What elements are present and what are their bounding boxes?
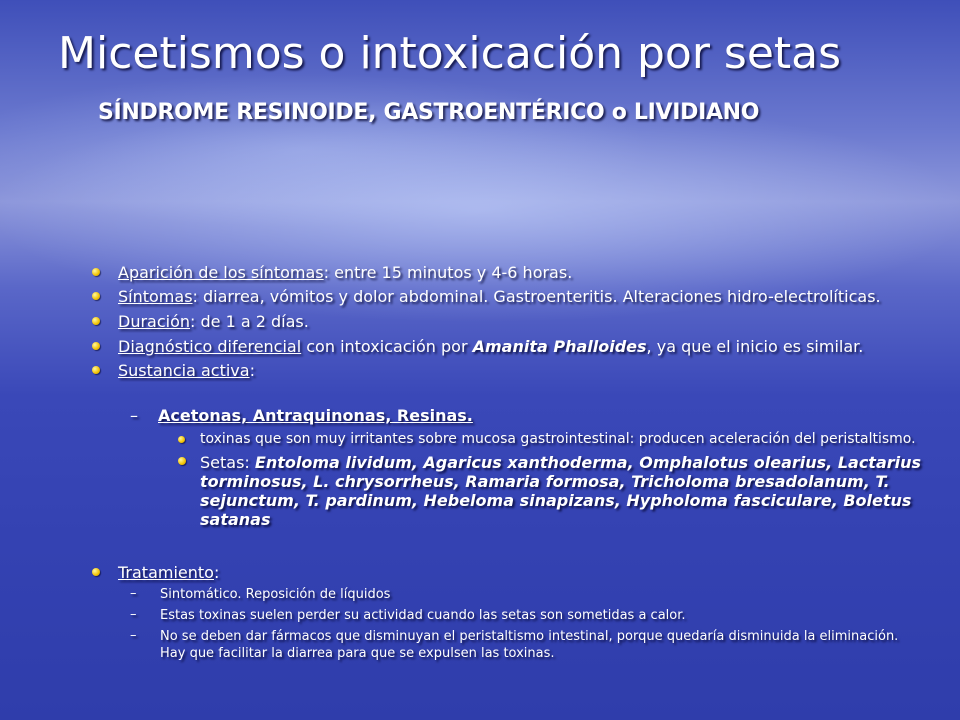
active-substance-label: Sustancia activa (118, 361, 250, 380)
onset-label: Aparición de los síntomas (118, 263, 324, 282)
bullet-dot-icon (92, 342, 100, 350)
substance-label: Acetonas, Antraquinonas, Resinas. (158, 406, 473, 425)
bullet-dot-icon (92, 292, 100, 300)
differential-species: Amanita Phalloides (472, 337, 647, 356)
treatment-item-1: Sintomático. Reposición de líquidos (160, 587, 391, 602)
setas-item (200, 453, 940, 529)
differential-text-b: , ya que el inicio es similar. (646, 337, 864, 356)
duration-label: Duración (118, 312, 191, 331)
bullet-dot-icon (92, 568, 100, 576)
onset-text: : entre 15 minutos y 4-6 horas. (323, 263, 573, 282)
treatment-item-3: No se deben dar fármacos que disminuyan el peristaltismo intestinal, porque quedaría disminuida la eliminación. Hay que facilitar la diarrea para que se expulsen las toxinas. (160, 629, 899, 661)
setas-species: Entoloma lividum, Agaricus xanthoderma, Omphalotus olearius, Lactarius torminosus, L. chrysorrheus, Ramaria formosa, Tricholoma bresadolanum, T. sejunctum, T. pardinum, Hebeloma sinapizans, Hypholoma fasciculare, Boletus satanas (200, 453, 922, 529)
symptoms-label: Síntomas (118, 287, 193, 306)
treatment-dash-2: – (130, 607, 137, 622)
treatment-dash-3: – (130, 628, 137, 643)
bullet-dot-icon (92, 317, 100, 325)
toxins-text: toxinas que son muy irritantes sobre mucosa gastrointestinal: producen aceleración del peristaltismo. (200, 431, 916, 447)
bullet-dot-icon (178, 457, 186, 465)
setas-bullet (178, 457, 186, 465)
treatment-item-2: Estas toxinas suelen perder su actividad cuando las setas son sometidas a calor. (160, 608, 686, 623)
duration-text: : de 1 a 2 días. (190, 312, 309, 331)
substance-item (130, 406, 473, 425)
symptoms-text: : diarrea, vómitos y dolor abdominal. Gastroenteritis. Alteraciones hidro-electrolíticas. (192, 287, 881, 306)
slide-title: Micetismos o intoxicación por setas (58, 28, 842, 79)
differential-text-a: con intoxicación por (301, 337, 473, 356)
treatment-label: Tratamiento (118, 563, 214, 582)
differential-label: Diagnóstico diferencial (118, 337, 302, 356)
substance-dash: – (130, 406, 138, 425)
setas-prefix: Setas: (200, 453, 255, 472)
treatment-dash-1: – (130, 586, 137, 601)
slide-subtitle: SÍNDROME RESINOIDE, GASTROENTÉRICO o LIVIDIANO (98, 100, 760, 125)
bullet-dot-icon (92, 366, 100, 374)
active-substance-colon: : (249, 361, 255, 380)
bullet-dot-icon (92, 268, 100, 276)
bullet-dot-icon (178, 436, 185, 443)
treatment-colon: : (213, 563, 220, 582)
